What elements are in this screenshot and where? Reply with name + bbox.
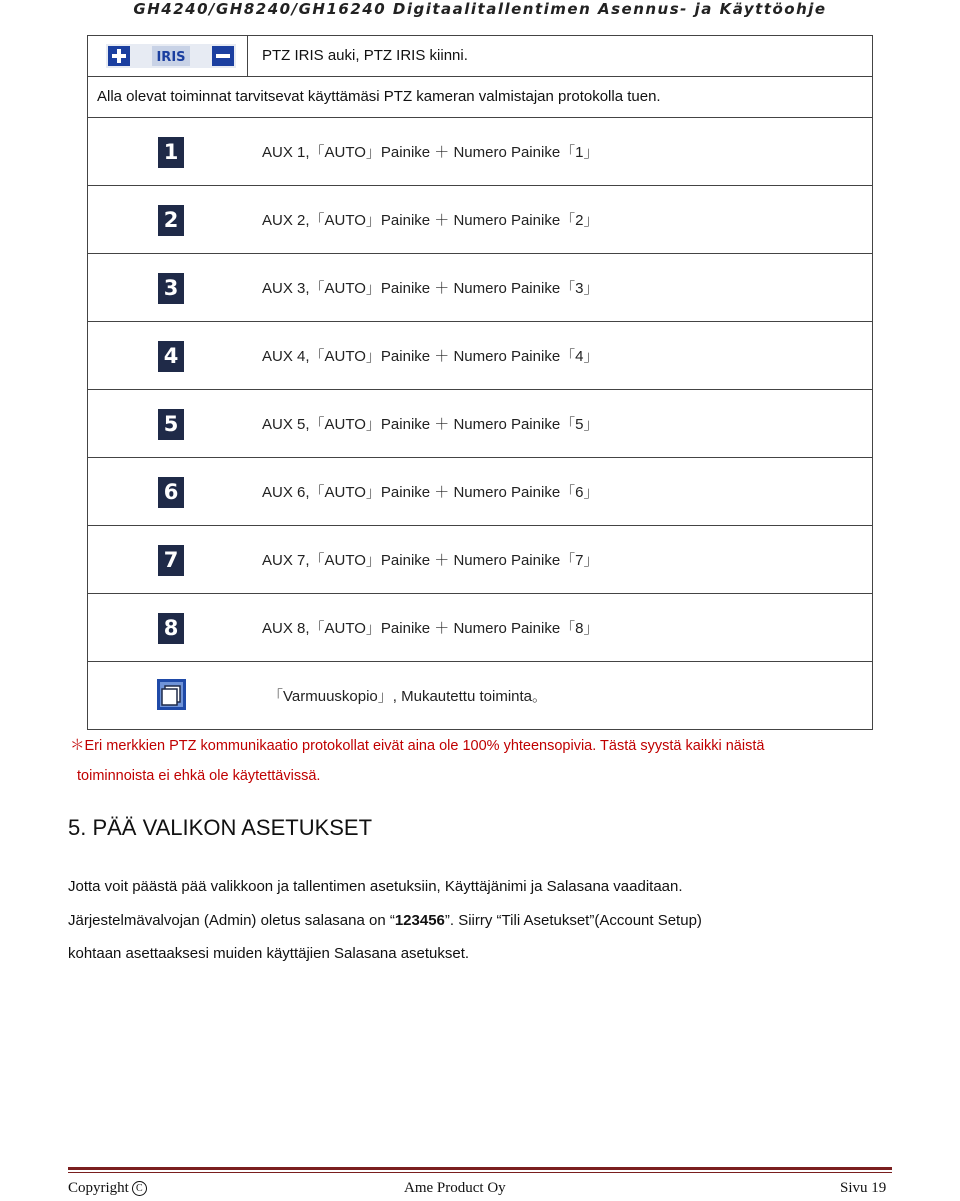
- compatibility-warning: [70, 731, 900, 791]
- document-header: GH4240/GH8240/GH16240 Digitaalitallentimen Asennus- ja Käyttöohje: [133, 0, 827, 18]
- ptz-function-table: [87, 35, 873, 730]
- aux-row-1: [88, 118, 872, 186]
- copyright-icon: C: [132, 1181, 147, 1196]
- default-password-value: 123456: [394, 912, 445, 929]
- iris-icon-cell: [88, 36, 248, 76]
- aux-row-7: [88, 526, 872, 594]
- number-3-icon: 3: [158, 273, 184, 304]
- paragraph-login-requirement: Jotta voit päästä pää valikkoon ja tallentimen asetuksiin, Käyttäjänimi ja Salasana vaaditaan.: [68, 878, 683, 895]
- number-5-icon: 5: [158, 409, 184, 440]
- paragraph-default-password: [68, 912, 702, 929]
- footer-page-number: Sivu 19: [840, 1180, 887, 1196]
- copyright-label: Copyright: [68, 1180, 129, 1196]
- footer-rule-thin: [68, 1172, 892, 1173]
- footer-rule: [68, 1167, 892, 1170]
- footer-copyright: [68, 1180, 147, 1197]
- aux-description: AUX 3,「AUTO」Painike ＋ Numero Painike「3」: [262, 280, 599, 297]
- aux-row-3: [88, 254, 872, 322]
- footer-company: Ame Product Oy: [404, 1180, 506, 1196]
- paragraph-account-setup: kohtaan asettaaksesi muiden käyttäjien Salasana asetukset.: [68, 945, 470, 962]
- paragraph-text: Järjestelmävalvojan (Admin) oletus salasana on “: [68, 912, 395, 929]
- number-4-icon: 4: [158, 341, 184, 372]
- number-6-icon: 6: [158, 477, 184, 508]
- aux-description: AUX 1,「AUTO」Painike ＋ Numero Painike「1」: [262, 144, 599, 161]
- aux-row-2: [88, 186, 872, 254]
- number-2-icon: 2: [158, 205, 184, 236]
- iris-description: PTZ IRIS auki, PTZ IRIS kiinni.: [262, 47, 468, 64]
- iris-control-icon: [106, 44, 236, 68]
- protocol-note-row: [88, 77, 872, 118]
- paragraph-text: ”. Siirry “Tili Asetukset”(Account Setup): [444, 912, 702, 929]
- aux-description: AUX 4,「AUTO」Painike ＋ Numero Painike「4」: [262, 348, 599, 365]
- backup-row: [88, 662, 872, 729]
- warning-line-2: toiminnoista ei ehkä ole käytettävissä.: [77, 768, 321, 784]
- aux-row-6: [88, 458, 872, 526]
- warning-line-1: ＊Eri merkkien PTZ kommunikaatio protokollat eivät aina ole 100% yhteensopivia. Tästä syystä kaikki näistä: [70, 738, 765, 754]
- number-1-icon: 1: [158, 137, 184, 168]
- aux-row-4: [88, 322, 872, 390]
- protocol-note-text: Alla olevat toiminnat tarvitsevat käyttämäsi PTZ kameran valmistajan protokolla tuen.: [97, 88, 661, 105]
- aux-description: AUX 5,「AUTO」Painike ＋ Numero Painike「5」: [262, 416, 599, 433]
- svg-text:IRIS: IRIS: [156, 50, 186, 65]
- section-title: 5. PÄÄ VALIKON ASETUKSET: [68, 815, 373, 840]
- number-8-icon: 8: [158, 613, 184, 644]
- number-7-icon: 7: [158, 545, 184, 576]
- aux-row-5: [88, 390, 872, 458]
- aux-row-8: [88, 594, 872, 662]
- aux-description: AUX 8,「AUTO」Painike ＋ Numero Painike「8」: [262, 620, 599, 637]
- iris-row: [88, 36, 872, 77]
- aux-description: AUX 2,「AUTO」Painike ＋ Numero Painike「2」: [262, 212, 599, 229]
- backup-icon: [157, 679, 186, 710]
- backup-description: 「Varmuuskopio」, Mukautettu toiminta。: [268, 688, 548, 705]
- aux-description: AUX 7,「AUTO」Painike ＋ Numero Painike「7」: [262, 552, 599, 569]
- aux-description: AUX 6,「AUTO」Painike ＋ Numero Painike「6」: [262, 484, 599, 501]
